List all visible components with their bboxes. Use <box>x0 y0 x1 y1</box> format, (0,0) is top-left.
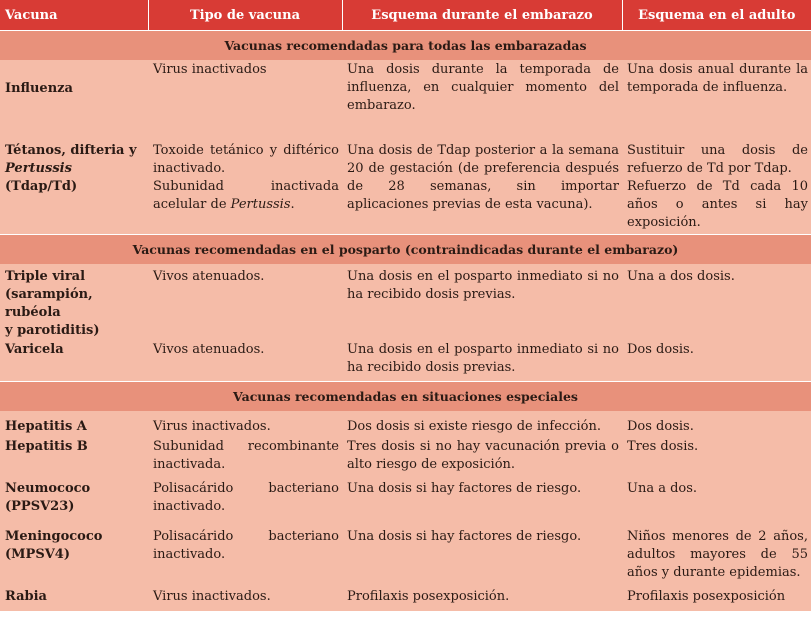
section-title: Vacunas recomendadas en situaciones especiales <box>0 382 811 412</box>
vaccine-type: Vivos atenuados. <box>148 264 342 340</box>
pregnancy-schedule: Profilaxis posexposición. <box>342 587 622 611</box>
table-row <box>0 527 811 587</box>
adult-schedule: Tres dosis. <box>622 437 811 479</box>
vaccine-name <box>0 264 148 340</box>
vaccine-name-line: Triple viral <box>5 268 86 284</box>
table-row <box>0 437 811 479</box>
section-header <box>0 382 811 412</box>
vaccine-name: Rabia <box>0 587 148 611</box>
vaccine-type: Virus inactivados. <box>148 587 342 611</box>
vaccine-name-line: Meningococo <box>5 529 103 544</box>
text-span: Subunidad inactivada acelular de <box>153 179 339 212</box>
pregnancy-schedule: Una dosis en el posparto inmediato si no ha recibido dosis previas. <box>342 264 622 340</box>
adult-schedule: Profilaxis posexposición <box>622 587 811 611</box>
pregnancy-schedule: Tres dosis si no hay vacunación previa o alto riesgo de exposición. <box>342 437 622 479</box>
vaccine-name <box>0 527 148 587</box>
vaccine-name-line: (sarampión, rubéola <box>5 286 93 320</box>
adult-schedule-line: Refuerzo de Td cada 10 años o antes si hay exposición. <box>627 179 808 230</box>
vaccine-name <box>0 479 148 527</box>
pregnancy-schedule: Una dosis en el posparto inmediato si no ha recibido dosis previas. <box>342 340 622 382</box>
vaccine-type: Vivos atenuados. <box>148 340 342 382</box>
vaccine-name-line: Tétanos, difteria y <box>5 143 137 158</box>
adult-schedule: Dos dosis. <box>622 340 811 382</box>
adult-schedule: Dos dosis. <box>622 411 811 437</box>
vaccine-type: Polisacárido bacteriano inactivado. <box>148 479 342 527</box>
table-row <box>0 479 811 527</box>
header-tipo: Tipo de vacuna <box>148 0 342 31</box>
vaccine-name: Influenza <box>0 60 148 138</box>
vaccine-name: Hepatitis A <box>0 411 148 437</box>
table-row <box>0 587 811 611</box>
pregnancy-schedule: Dos dosis si existe riesgo de infección. <box>342 411 622 437</box>
table-row <box>0 264 811 340</box>
section-header <box>0 234 811 264</box>
vaccine-name-line: (PPSV23) <box>5 499 75 514</box>
adult-schedule: Una a dos. <box>622 479 811 527</box>
section-title: Vacunas recomendadas para todas las embarazadas <box>0 31 811 61</box>
table-row <box>0 138 811 234</box>
text-span: . <box>290 197 295 212</box>
section-title: Vacunas recomendadas en el posparto (contraindicadas durante el embarazo) <box>0 234 811 264</box>
vaccine-type: Virus inactivados. <box>148 411 342 437</box>
adult-schedule: Una a dos dosis. <box>622 264 811 340</box>
vaccine-name: Varicela <box>0 340 148 382</box>
vaccine-type-line: Toxoide tetánico y diftérico inactivado. <box>153 143 339 176</box>
header-vacuna: Vacuna <box>0 0 148 31</box>
vaccine-type-line <box>153 178 339 214</box>
adult-schedule-line: Sustituir una dosis de refuerzo de Td por Tdap. <box>627 143 808 176</box>
vaccine-name-line: (MPSV4) <box>5 547 70 562</box>
header-adulto: Esquema en el adulto <box>622 0 811 31</box>
table-row <box>0 340 811 382</box>
vaccine-type: Subunidad recombinante inactivada. <box>148 437 342 479</box>
vaccine-name-line: y parotiditis) <box>5 322 100 338</box>
header-embarazo: Esquema durante el embarazo <box>342 0 622 31</box>
vaccine-type <box>148 138 342 234</box>
vaccine-name-line: Pertussis <box>5 161 72 176</box>
vaccine-name-line: (Tdap/Td) <box>5 179 78 194</box>
pregnancy-schedule: Una dosis durante la temporada de influenza, en cualquier momento del embarazo. <box>342 60 622 138</box>
pregnancy-schedule: Una dosis si hay factores de riesgo. <box>342 479 622 527</box>
pregnancy-schedule: Una dosis si hay factores de riesgo. <box>342 527 622 587</box>
vaccine-type: Polisacárido bacteriano inactivado. <box>148 527 342 587</box>
adult-schedule: Niños menores de 2 años, adultos mayores de 55 años y durante epidemias. <box>622 527 811 587</box>
table-row <box>0 411 811 437</box>
vaccine-name: Hepatitis B <box>0 437 148 479</box>
header-row <box>0 0 811 31</box>
section-header <box>0 31 811 61</box>
pregnancy-schedule: Una dosis de Tdap posterior a la semana 20 de gestación (de preferencia después de 28 semanas, sin importar aplicaciones previas de esta vacuna). <box>342 138 622 234</box>
table-row <box>0 60 811 138</box>
adult-schedule: Una dosis anual durante la temporada de influenza. <box>622 60 811 138</box>
adult-schedule <box>622 138 811 234</box>
vaccine-name <box>0 138 148 234</box>
text-span: Pertussis <box>230 197 291 212</box>
vaccine-type: Virus inactivados <box>148 60 342 138</box>
vaccine-name-line: Neumococo <box>5 481 91 496</box>
